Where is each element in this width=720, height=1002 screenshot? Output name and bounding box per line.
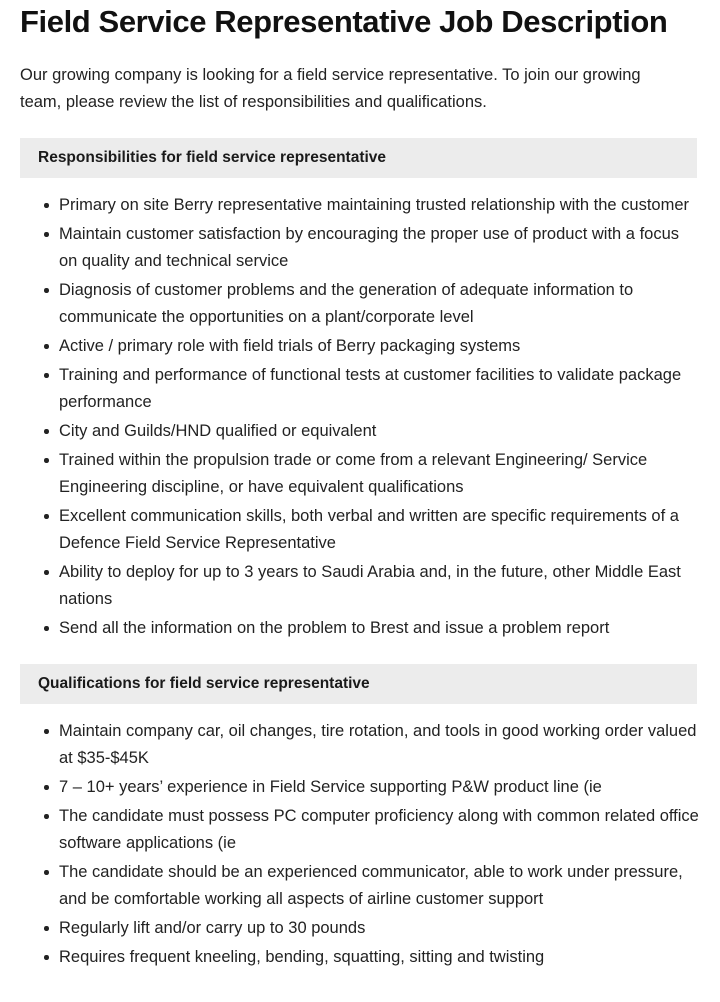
section-header-title: Qualifications for field service representative (38, 675, 370, 693)
section-header-qualifications (20, 664, 697, 704)
list-item-text: Trained within the propulsion trade or come from a relevant Engineering/ Service Engineering discipline, or have equivalent qualifications (59, 451, 648, 496)
list-item (20, 503, 700, 557)
intro-paragraph: Our growing company is looking for a field service representative. To join our growing team, please review the list of responsibilities and qualifications. (20, 66, 641, 111)
bullet-icon (44, 926, 49, 931)
bullet-icon (44, 458, 49, 463)
bullet-icon (44, 288, 49, 293)
page-title: Field Service Representative Job Description (20, 4, 668, 39)
list-item (20, 362, 700, 416)
list-item-text: Excellent communication skills, both verbal and written are specific requirements of a Defence Field Service Representative (59, 507, 679, 552)
bullet-icon (44, 344, 49, 349)
bullet-icon (44, 955, 49, 960)
list-item-text: City and Guilds/HND qualified or equivalent (59, 422, 377, 440)
list-item-text: Training and performance of functional tests at customer facilities to validate package performance (59, 366, 682, 411)
section-header-title: Responsibilities for field service representative (38, 149, 387, 167)
bullet-icon (44, 570, 49, 575)
bullet-icon (44, 785, 49, 790)
list-item (20, 718, 700, 772)
list-item (20, 774, 700, 801)
bullet-icon (44, 626, 49, 631)
qualifications-list (20, 718, 700, 971)
list-item (20, 859, 700, 913)
bullet-icon (44, 373, 49, 378)
bullet-icon (44, 814, 49, 819)
bullet-icon (44, 203, 49, 208)
bullet-icon (44, 870, 49, 875)
list-item (20, 418, 700, 445)
bullet-icon (44, 429, 49, 434)
list-item-text: Active / primary role with field trials of Berry packaging systems (59, 337, 521, 355)
list-item-text: Ability to deploy for up to 3 years to Saudi Arabia and, in the future, other Middle East nations (59, 563, 681, 608)
list-item (20, 277, 700, 331)
list-item-text: Maintain company car, oil changes, tire rotation, and tools in good working order valued at $35-$45K (59, 722, 697, 767)
list-item (20, 221, 700, 275)
bullet-icon (44, 232, 49, 237)
list-item-text: The candidate should be an experienced communicator, able to work under pressure, and be comfortable working all aspects of airline customer support (59, 863, 683, 908)
list-item (20, 447, 700, 501)
list-item-text: The candidate must possess PC computer proficiency along with common related office software applications (ie (59, 807, 699, 852)
responsibilities-list (20, 192, 700, 642)
list-item-text: Regularly lift and/or carry up to 30 pounds (59, 919, 366, 937)
list-item (20, 559, 700, 613)
bullet-icon (44, 514, 49, 519)
section-responsibilities (20, 138, 700, 642)
list-item-text: Primary on site Berry representative maintaining trusted relationship with the customer (59, 196, 690, 214)
list-item-text: Maintain customer satisfaction by encouraging the proper use of product with a focus on quality and technical service (59, 225, 680, 270)
list-item-text: Requires frequent kneeling, bending, squatting, sitting and twisting (59, 948, 545, 966)
section-header-responsibilities (20, 138, 697, 178)
list-item-text: Send all the information on the problem to Brest and issue a problem report (59, 619, 610, 637)
list-item (20, 803, 700, 857)
list-item (20, 615, 700, 642)
list-item (20, 333, 700, 360)
section-qualifications (20, 664, 700, 971)
list-item (20, 944, 700, 971)
bullet-icon (44, 729, 49, 734)
list-item-text: Diagnosis of customer problems and the generation of adequate information to communicate the opportunities on a plant/corporate level (59, 281, 634, 326)
list-item (20, 192, 700, 219)
list-item (20, 915, 700, 942)
list-item-text: 7 – 10+ years’ experience in Field Service supporting P&W product line (ie (59, 778, 602, 796)
